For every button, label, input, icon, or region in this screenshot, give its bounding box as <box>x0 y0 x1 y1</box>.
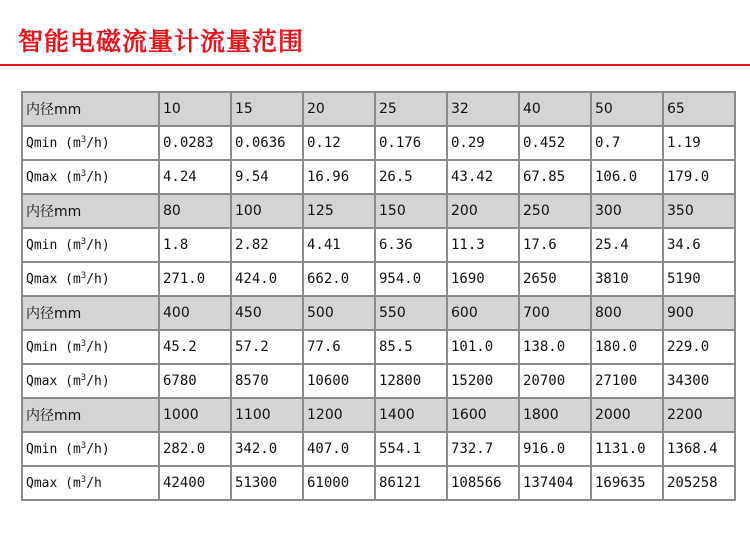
unit-prefix: Qmax (m <box>26 475 81 491</box>
qmax-cell: 271.0 <box>159 262 231 296</box>
qmin-cell: 180.0 <box>591 330 663 364</box>
unit-suffix: /h) <box>86 135 110 151</box>
diameter-cell: 450 <box>231 296 303 330</box>
qmin-cell: 0.0283 <box>159 126 231 160</box>
unit-superscript: 3 <box>80 134 87 145</box>
qmin-cell: 45.2 <box>159 330 231 364</box>
qmin-cell: 4.41 <box>303 228 375 262</box>
page-title: 智能电磁流量计流量范围 <box>18 27 305 56</box>
qmax-cell: 34300 <box>663 364 735 398</box>
diameter-cell: 900 <box>663 296 735 330</box>
diameter-cell: 600 <box>447 296 519 330</box>
diameter-cell: 10 <box>159 92 231 126</box>
diameter-row <box>22 92 735 126</box>
title-underline <box>0 64 750 66</box>
qmin-cell: 282.0 <box>159 432 231 466</box>
unit-superscript: 3 <box>80 440 87 451</box>
qmax-row <box>22 466 735 500</box>
diameter-row <box>22 296 735 330</box>
qmax-cell: 3810 <box>591 262 663 296</box>
qmin-cell: 407.0 <box>303 432 375 466</box>
diameter-cell: 350 <box>663 194 735 228</box>
qmin-cell: 0.12 <box>303 126 375 160</box>
diameter-cell: 20 <box>303 92 375 126</box>
qmax-cell: 1690 <box>447 262 519 296</box>
unit-suffix: /h <box>86 475 102 491</box>
diameter-label: 内径mm <box>22 296 159 330</box>
qmin-cell: 101.0 <box>447 330 519 364</box>
unit-superscript: 3 <box>80 270 87 281</box>
qmax-row <box>22 160 735 194</box>
diameter-cell: 800 <box>591 296 663 330</box>
qmin-cell: 0.0636 <box>231 126 303 160</box>
qmin-cell: 916.0 <box>519 432 591 466</box>
diameter-cell: 125 <box>303 194 375 228</box>
qmax-cell: 6780 <box>159 364 231 398</box>
qmax-label <box>22 160 159 194</box>
qmin-cell: 0.452 <box>519 126 591 160</box>
unit-superscript: 3 <box>80 372 87 383</box>
unit-prefix: Qmin (m <box>26 237 81 253</box>
qmin-label <box>22 432 159 466</box>
qmax-cell: 5190 <box>663 262 735 296</box>
qmin-cell: 1131.0 <box>591 432 663 466</box>
qmin-cell: 2.82 <box>231 228 303 262</box>
qmax-cell: 12800 <box>375 364 447 398</box>
qmin-cell: 0.29 <box>447 126 519 160</box>
qmin-label <box>22 126 159 160</box>
unit-suffix: /h) <box>86 373 110 389</box>
diameter-cell: 80 <box>159 194 231 228</box>
diameter-cell: 25 <box>375 92 447 126</box>
unit-suffix: /h) <box>86 441 110 457</box>
diameter-cell: 300 <box>591 194 663 228</box>
qmin-cell: 85.5 <box>375 330 447 364</box>
qmin-cell: 1.8 <box>159 228 231 262</box>
qmax-row <box>22 364 735 398</box>
diameter-cell: 1400 <box>375 398 447 432</box>
qmax-cell: 15200 <box>447 364 519 398</box>
unit-prefix: Qmin (m <box>26 339 81 355</box>
unit-suffix: /h) <box>86 237 110 253</box>
diameter-label: 内径mm <box>22 398 159 432</box>
qmin-cell: 0.7 <box>591 126 663 160</box>
qmin-cell: 554.1 <box>375 432 447 466</box>
qmax-cell: 137404 <box>519 466 591 500</box>
qmax-cell: 169635 <box>591 466 663 500</box>
qmax-label <box>22 262 159 296</box>
diameter-cell: 65 <box>663 92 735 126</box>
diameter-cell: 400 <box>159 296 231 330</box>
flow-range-table <box>21 91 736 501</box>
qmax-cell: 86121 <box>375 466 447 500</box>
unit-superscript: 3 <box>80 338 87 349</box>
qmin-cell: 25.4 <box>591 228 663 262</box>
diameter-cell: 250 <box>519 194 591 228</box>
qmax-cell: 179.0 <box>663 160 735 194</box>
qmin-cell: 229.0 <box>663 330 735 364</box>
qmin-cell: 34.6 <box>663 228 735 262</box>
qmax-cell: 108566 <box>447 466 519 500</box>
diameter-cell: 550 <box>375 296 447 330</box>
diameter-label: 内径mm <box>22 92 159 126</box>
qmax-cell: 2650 <box>519 262 591 296</box>
qmax-cell: 51300 <box>231 466 303 500</box>
diameter-label: 内径mm <box>22 194 159 228</box>
unit-superscript: 3 <box>80 236 87 247</box>
qmax-cell: 67.85 <box>519 160 591 194</box>
qmax-cell: 662.0 <box>303 262 375 296</box>
qmin-row <box>22 126 735 160</box>
diameter-row <box>22 398 735 432</box>
diameter-cell: 15 <box>231 92 303 126</box>
diameter-cell: 40 <box>519 92 591 126</box>
qmin-cell: 1.19 <box>663 126 735 160</box>
qmin-cell: 0.176 <box>375 126 447 160</box>
diameter-cell: 500 <box>303 296 375 330</box>
diameter-cell: 200 <box>447 194 519 228</box>
qmin-cell: 57.2 <box>231 330 303 364</box>
unit-prefix: Qmax (m <box>26 271 81 287</box>
qmax-cell: 20700 <box>519 364 591 398</box>
qmax-label <box>22 364 159 398</box>
diameter-cell: 150 <box>375 194 447 228</box>
diameter-cell: 1100 <box>231 398 303 432</box>
qmin-cell: 77.6 <box>303 330 375 364</box>
unit-prefix: Qmax (m <box>26 373 81 389</box>
diameter-cell: 1000 <box>159 398 231 432</box>
diameter-cell: 50 <box>591 92 663 126</box>
qmin-cell: 138.0 <box>519 330 591 364</box>
qmin-cell: 342.0 <box>231 432 303 466</box>
unit-superscript: 3 <box>80 168 87 179</box>
qmax-cell: 9.54 <box>231 160 303 194</box>
unit-suffix: /h) <box>86 169 110 185</box>
qmax-cell: 4.24 <box>159 160 231 194</box>
qmin-cell: 1368.4 <box>663 432 735 466</box>
qmax-cell: 106.0 <box>591 160 663 194</box>
qmin-cell: 11.3 <box>447 228 519 262</box>
unit-prefix: Qmin (m <box>26 135 81 151</box>
unit-prefix: Qmin (m <box>26 441 81 457</box>
qmin-cell: 17.6 <box>519 228 591 262</box>
diameter-cell: 100 <box>231 194 303 228</box>
unit-superscript: 3 <box>80 474 87 485</box>
qmin-label <box>22 228 159 262</box>
qmax-cell: 424.0 <box>231 262 303 296</box>
qmin-row <box>22 228 735 262</box>
qmin-row <box>22 432 735 466</box>
qmax-cell: 954.0 <box>375 262 447 296</box>
qmax-cell: 10600 <box>303 364 375 398</box>
qmin-cell: 6.36 <box>375 228 447 262</box>
qmax-label <box>22 466 159 500</box>
qmax-cell: 8570 <box>231 364 303 398</box>
diameter-cell: 2000 <box>591 398 663 432</box>
qmax-cell: 27100 <box>591 364 663 398</box>
qmax-cell: 43.42 <box>447 160 519 194</box>
diameter-row <box>22 194 735 228</box>
qmax-cell: 26.5 <box>375 160 447 194</box>
qmax-cell: 16.96 <box>303 160 375 194</box>
qmin-row <box>22 330 735 364</box>
unit-suffix: /h) <box>86 339 110 355</box>
qmax-cell: 205258 <box>663 466 735 500</box>
qmax-cell: 42400 <box>159 466 231 500</box>
diameter-cell: 2200 <box>663 398 735 432</box>
qmax-row <box>22 262 735 296</box>
qmin-label <box>22 330 159 364</box>
diameter-cell: 32 <box>447 92 519 126</box>
unit-prefix: Qmax (m <box>26 169 81 185</box>
diameter-cell: 1800 <box>519 398 591 432</box>
diameter-cell: 1600 <box>447 398 519 432</box>
diameter-cell: 1200 <box>303 398 375 432</box>
unit-suffix: /h) <box>86 271 110 287</box>
qmax-cell: 61000 <box>303 466 375 500</box>
qmin-cell: 732.7 <box>447 432 519 466</box>
diameter-cell: 700 <box>519 296 591 330</box>
